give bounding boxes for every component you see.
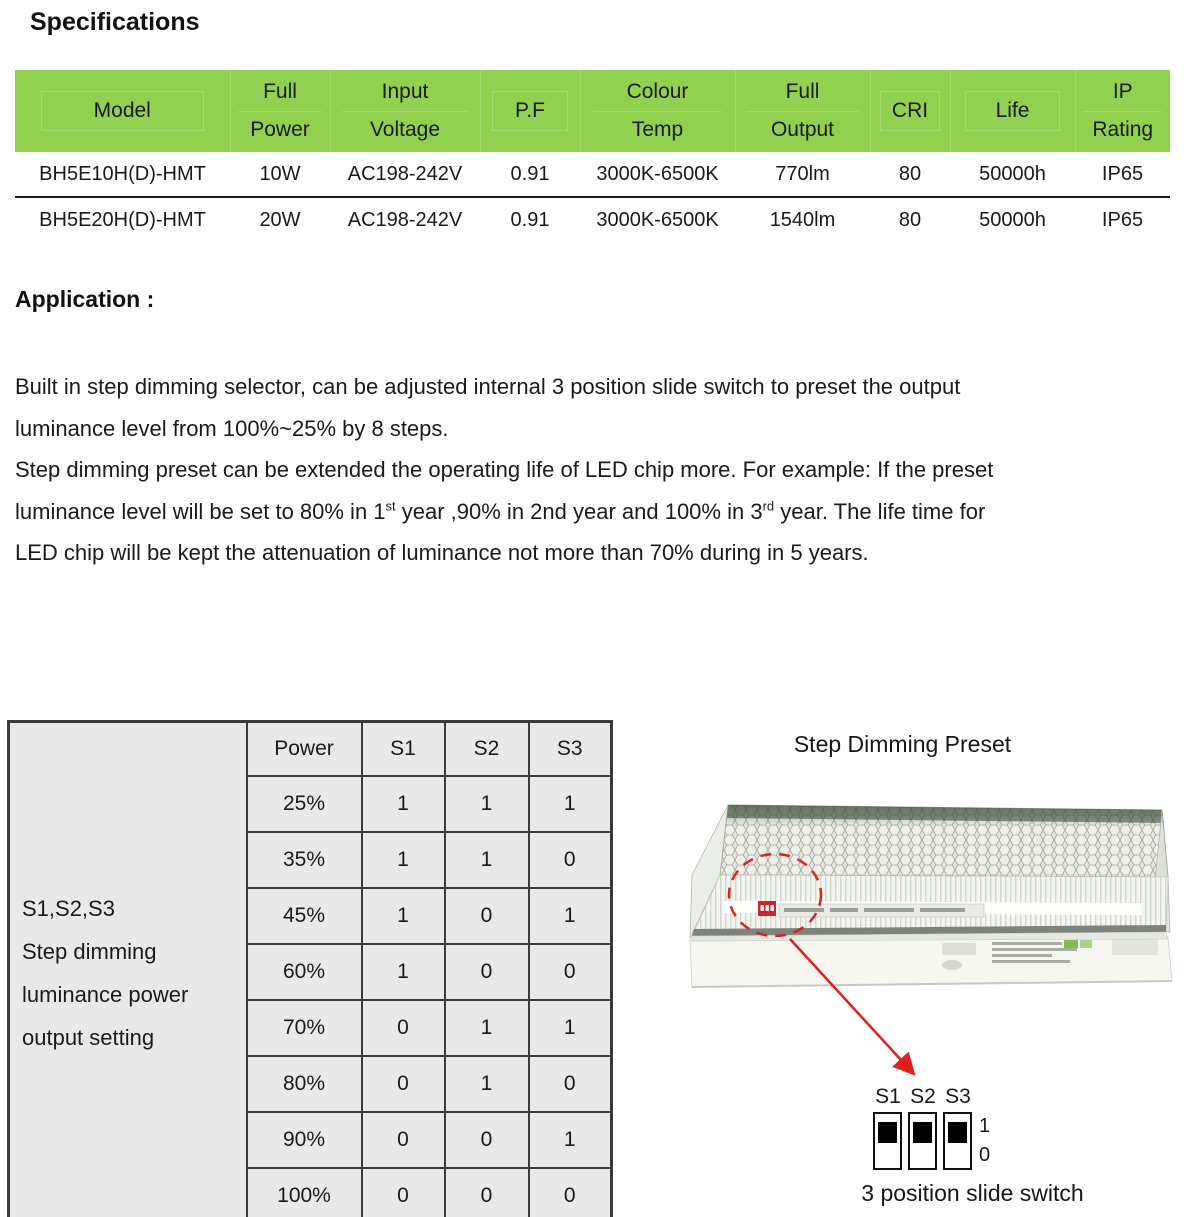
column-header-model: Model [15, 70, 230, 152]
cell-power: 45% [247, 888, 362, 944]
cell-s1: 1 [362, 832, 445, 888]
cell-power: 25% [247, 776, 362, 832]
slide-switch-s3 [943, 1112, 972, 1170]
preset-title: Step Dimming Preset [793, 731, 1012, 757]
cell-s1: 0 [362, 1168, 445, 1217]
step-dimming-preset-panel [680, 725, 1195, 1217]
table-row [15, 152, 1170, 197]
switch-label-s3: S3 [945, 1085, 971, 1108]
column-header-power: Power [247, 722, 362, 777]
switch-caption: 3 position slide switch [861, 1180, 1084, 1206]
cell-s1: 1 [362, 944, 445, 1000]
cell-s2: 0 [445, 1112, 529, 1168]
cell-power: 35% [247, 832, 362, 888]
led-fixture-photo [680, 725, 1195, 1217]
column-header-s1: S1 [362, 722, 445, 777]
column-header-pf: P.F [480, 70, 580, 152]
cell-model: BH5E20H(D)-HMT [15, 197, 230, 242]
switch-position-0-label: 0 [979, 1144, 991, 1166]
cell-s2: 0 [445, 944, 529, 1000]
spec-table [15, 70, 1170, 242]
cell-s1: 0 [362, 1000, 445, 1056]
cell-power: 70% [247, 1000, 362, 1056]
table-row [15, 70, 1170, 152]
column-header-full-power: Full Power [230, 70, 330, 152]
cell-pf: 0.91 [480, 197, 580, 242]
cell-s3: 1 [529, 1000, 612, 1056]
application-paragraph [15, 366, 1185, 574]
column-header-life: Life [950, 70, 1075, 152]
cell-pf: 0.91 [510, 162, 550, 185]
cell-cri: 80 [870, 197, 950, 242]
page-title: Specifications [30, 8, 200, 36]
switch-knob [878, 1122, 897, 1143]
cell-voltage: AC198-242V [330, 197, 480, 242]
slide-switch-s1 [873, 1112, 902, 1170]
cell-s2: 0 [445, 1168, 529, 1217]
cell-life: 50000h [979, 162, 1046, 185]
cell-power: 60% [247, 944, 362, 1000]
cell-s3: 0 [529, 1056, 612, 1112]
cell-s2: 0 [445, 888, 529, 944]
switch-label-s2: S2 [910, 1085, 936, 1108]
switch-label-s1: S1 [875, 1085, 901, 1108]
cell-s2: 1 [445, 1056, 529, 1112]
column-header-s3: S3 [529, 722, 612, 777]
cell-temp: 3000K-6500K [580, 197, 735, 242]
cell-s3: 1 [529, 776, 612, 832]
paragraph-line: Built in step dimming selector, can be adjusted internal 3 position slide switch to preset the output [15, 374, 961, 399]
spec-table-header [15, 70, 1170, 152]
cell-power: 80% [247, 1056, 362, 1112]
switch-position-1-label: 1 [979, 1115, 991, 1137]
fixture-base [690, 937, 1172, 987]
cell-cri: 80 [898, 162, 922, 185]
cell-ip: IP65 [1101, 162, 1144, 185]
cell-s1: 1 [362, 776, 445, 832]
column-header-colour-temp: Colour Temp [580, 70, 735, 152]
paragraph-line: luminance level from 100%~25% by 8 steps. [15, 415, 449, 441]
cell-temp: 3000K-6500K [596, 162, 719, 185]
cell-life: 50000h [950, 197, 1075, 242]
superscript: rd [762, 498, 775, 514]
cell-s1: 0 [362, 1112, 445, 1168]
cell-s3: 0 [529, 1168, 612, 1217]
cell-power: 10W [259, 162, 301, 185]
paragraph-line: luminance level will be set to 80% in 1st year ,90% in 2nd year and 100% in 3rd year. The life time for [15, 498, 986, 524]
superscript: st [385, 498, 396, 514]
cell-model: BH5E10H(D)-HMT [39, 162, 206, 185]
paragraph-line: LED chip will be kept the attenuation of luminance not more than 70% during in 5 years. [15, 540, 869, 565]
cell-output: 770lm [775, 162, 830, 185]
column-header-ip-rating: IP Rating [1075, 70, 1170, 152]
cell-s3: 0 [529, 944, 612, 1000]
dimming-row-label: S1,S2,S3 Step dimming luminance power output setting [9, 722, 247, 1217]
paragraph-line: Step dimming preset can be extended the operating life of LED chip more. For example: If the preset [15, 457, 994, 482]
cell-power: 90% [247, 1112, 362, 1168]
dimming-table [7, 720, 613, 1217]
cell-ip: IP65 [1075, 197, 1170, 242]
cell-s2: 1 [445, 1000, 529, 1056]
application-heading: Application : [15, 286, 155, 312]
cell-s1: 1 [362, 888, 445, 944]
switch-knob [948, 1122, 967, 1143]
slide-switch-s2 [908, 1112, 937, 1170]
cell-s3: 1 [529, 1112, 612, 1168]
column-header-cri: CRI [870, 70, 950, 152]
switch-knob [913, 1122, 932, 1143]
cell-s2: 1 [445, 832, 529, 888]
column-header-full-output: Full Output [735, 70, 870, 152]
column-header-s2: S2 [445, 722, 529, 777]
cell-output: 1540lm [735, 197, 870, 242]
cell-s3: 1 [529, 888, 612, 944]
cell-power: 100% [247, 1168, 362, 1217]
table-row [9, 722, 612, 777]
cell-s3: 0 [529, 832, 612, 888]
cell-s1: 0 [362, 1056, 445, 1112]
table-row [15, 197, 1170, 242]
cell-voltage: AC198-242V [347, 162, 463, 185]
column-header-input-voltage: Input Voltage [330, 70, 480, 152]
cell-power: 20W [230, 197, 330, 242]
cell-s2: 1 [445, 776, 529, 832]
